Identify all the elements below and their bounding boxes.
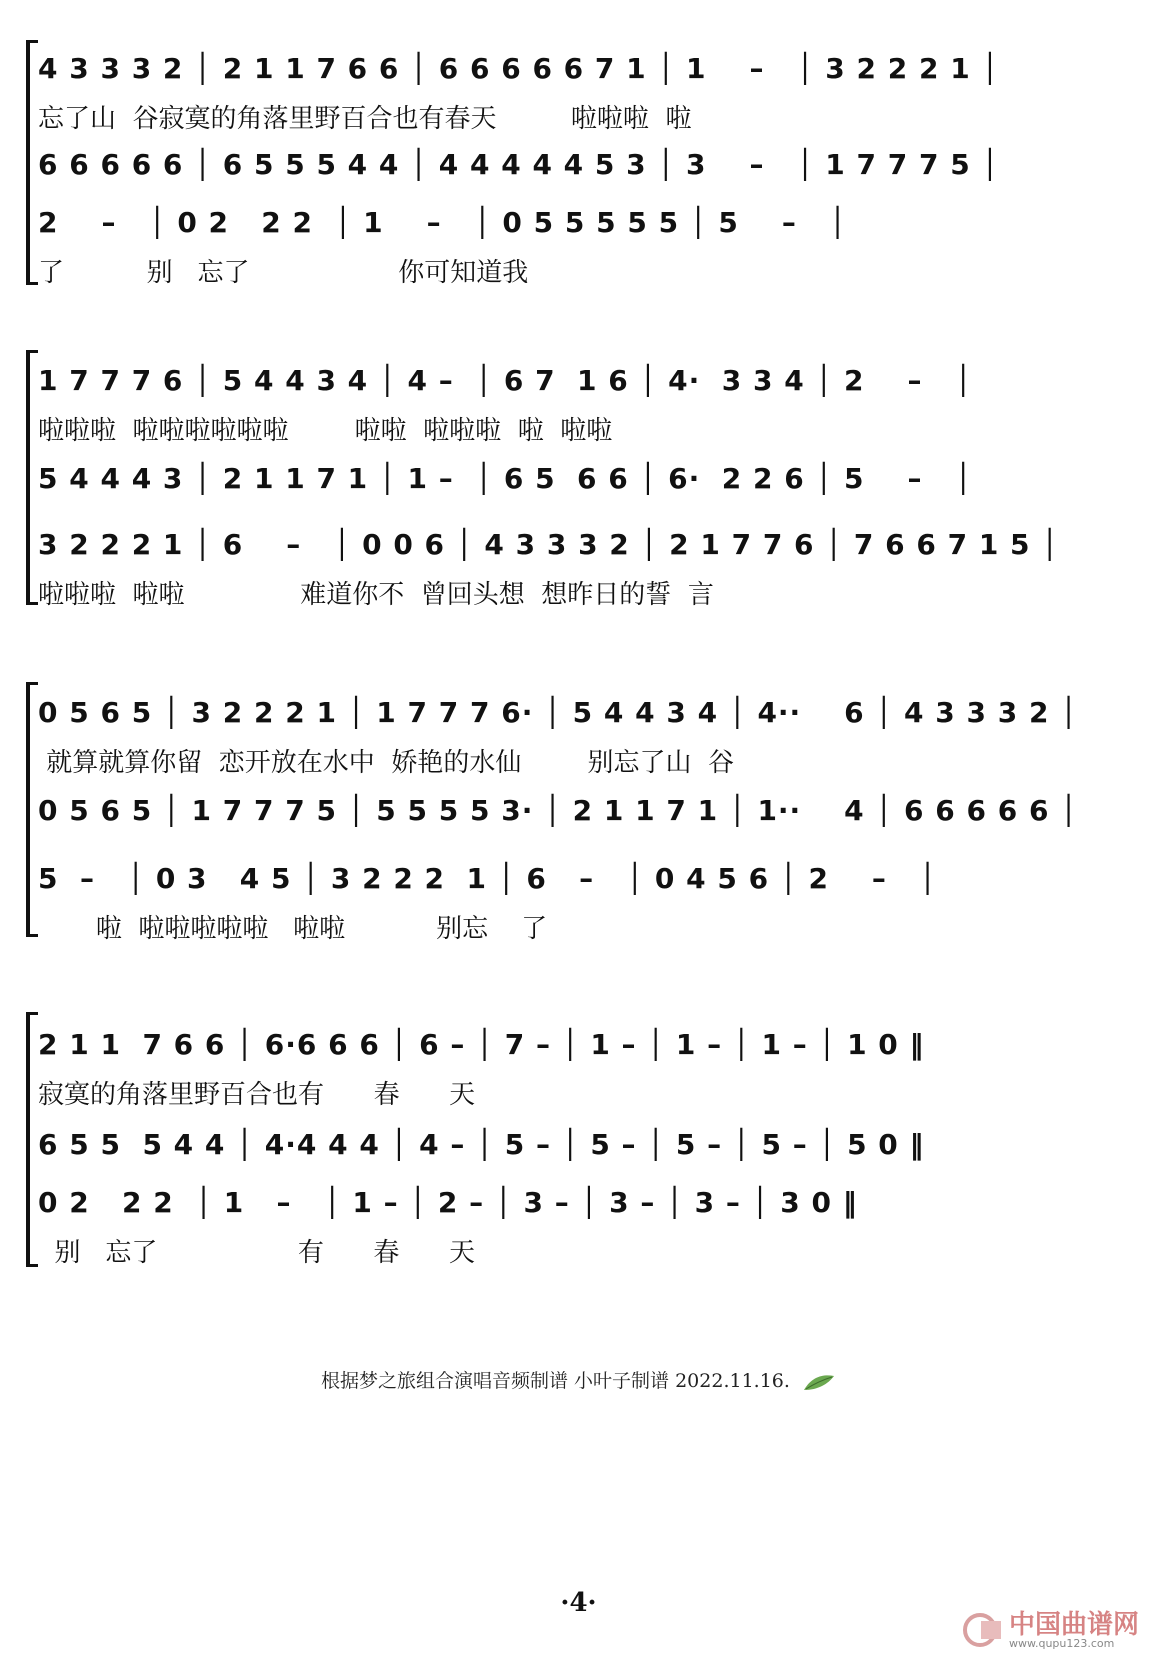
staff-voice-2: [38, 144, 1138, 194]
staff-voice-2: [38, 458, 1138, 508]
staff-notes: 5 4 4 4 3 │ 2 1 1 7 1 │ 1 – │ 6 5 6 6 │ 6· 2 2 6 │ 5 – │: [38, 461, 973, 495]
staff-notes: 4 3 3 3 2 │ 2 1 1 7 6 6 │ 6 6 6 6 6 7 1 │ 1 – │ 3 2 2 2 1 │: [38, 51, 1000, 85]
staff-notes: 1 7 7 7 6 │ 5 4 4 3 4 │ 4 – │ 6 7 1 6 │ 4· 3 3 4 │ 2 – │: [38, 363, 973, 397]
staff-lyrics: 啦 啦啦啦啦啦 啦啦 别忘 了: [38, 914, 548, 944]
system-bracket: [26, 350, 30, 605]
staff-lyrics: 别 忘了 有 春 天: [38, 1238, 475, 1268]
staff-notes: 2 – │ 0 2 2 2 │ 1 – │ 0 5 5 5 5 5 │ 5 – │: [38, 205, 847, 239]
staff-voice-1: [38, 360, 1138, 446]
watermark-title: 中国曲谱网: [1008, 1609, 1139, 1640]
score-system-1: [0, 40, 1157, 290]
staff-voice-2: [38, 1124, 1138, 1174]
staff-voice-3: [38, 858, 1138, 944]
score-credit: [0, 1366, 1157, 1393]
system-bracket: [26, 1012, 30, 1267]
staff-notes: 2 1 1 7 6 6 │ 6·6 6 6 │ 6 – │ 7 – │ 1 – │ 1 – │ 1 – │ 1 0 ‖: [38, 1027, 925, 1061]
staff-lyrics: 就算就算你留 恋开放在水中 娇艳的水仙 别忘了山 谷: [38, 748, 734, 778]
staff-voice-1: [38, 48, 1138, 134]
page-number: ·4·: [560, 1588, 597, 1618]
leaf-icon: [802, 1372, 836, 1392]
staff-lyrics: 忘了山 谷寂寞的角落里野百合也有春天 啦啦啦 啦: [38, 104, 692, 134]
staff-voice-3: [38, 1182, 1138, 1268]
staff-notes: 6 6 6 6 6 │ 6 5 5 5 4 4 │ 4 4 4 4 4 5 3 │ 3 – │ 1 7 7 7 5 │: [38, 147, 1000, 181]
score-system-2: [0, 350, 1157, 610]
system-bracket: [26, 40, 30, 285]
score-system-4: [0, 1012, 1157, 1272]
watermark-url: www.qupu123.com: [1008, 1636, 1115, 1650]
staff-voice-3: [38, 202, 1138, 288]
staff-notes: 0 5 6 5 │ 3 2 2 2 1 │ 1 7 7 7 6· │ 5 4 4 3 4 │ 4·· 6 │ 4 3 3 3 2 │: [38, 695, 1079, 729]
staff-voice-2: [38, 790, 1138, 840]
staff-lyrics: 了 别 忘了 你可知道我: [38, 258, 529, 288]
staff-notes: 0 2 2 2 │ 1 – │ 1 – │ 2 – │ 3 – │ 3 – │ 3 – │ 3 0 ‖: [38, 1185, 858, 1219]
site-watermark: [963, 1610, 1139, 1650]
staff-lyrics: 啦啦啦 啦啦啦啦啦啦 啦啦 啦啦啦 啦 啦啦: [38, 416, 613, 446]
staff-voice-3: [38, 524, 1138, 610]
site-logo-icon: [963, 1613, 1005, 1647]
staff-notes: 3 2 2 2 1 │ 6 – │ 0 0 6 │ 4 3 3 3 2 │ 2 1 7 7 6 │ 7 6 6 7 1 5 │: [38, 527, 1060, 561]
staff-lyrics: 寂寞的角落里野百合也有 春 天: [38, 1080, 476, 1110]
score-system-3: [0, 682, 1157, 942]
credit-text: 根据梦之旅组合演唱音频制谱 小叶子制谱 2022.11.16.: [321, 1370, 790, 1392]
staff-notes: 5 – │ 0 3 4 5 │ 3 2 2 2 1 │ 6 – │ 0 4 5 6 │ 2 – │: [38, 861, 938, 895]
system-bracket: [26, 682, 30, 937]
staff-voice-1: [38, 1024, 1138, 1110]
staff-notes: 0 5 6 5 │ 1 7 7 7 5 │ 5 5 5 5 3· │ 2 1 1 7 1 │ 1·· 4 │ 6 6 6 6 6 │: [38, 793, 1079, 827]
staff-voice-1: [38, 692, 1138, 778]
staff-notes: 6 5 5 5 4 4 │ 4·4 4 4 │ 4 – │ 5 – │ 5 – │ 5 – │ 5 – │ 5 0 ‖: [38, 1127, 925, 1161]
staff-lyrics: 啦啦啦 啦啦 难道你不 曾回头想 想昨日的誓 言: [38, 580, 714, 610]
